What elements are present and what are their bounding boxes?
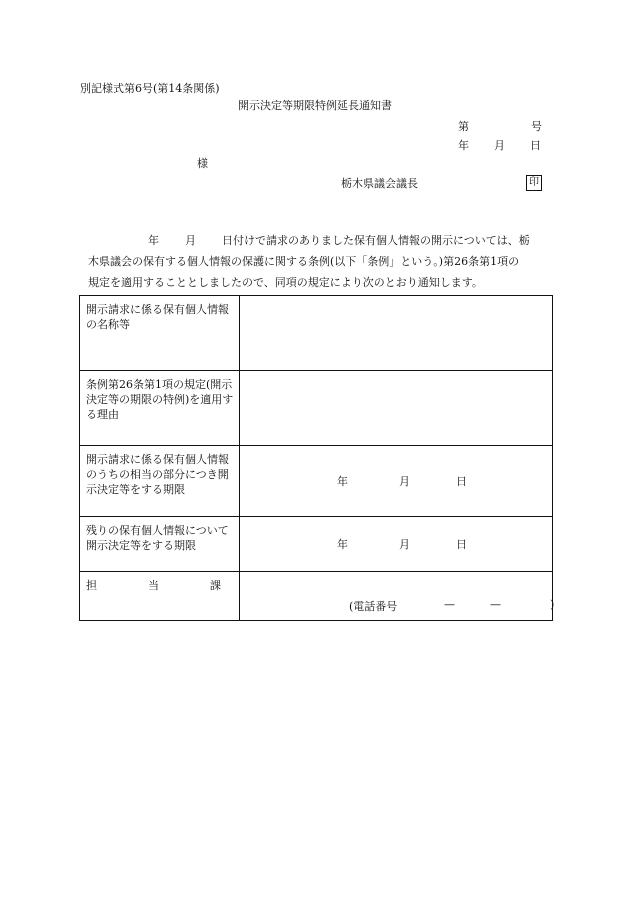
partial-deadline-day: 日 xyxy=(456,475,467,488)
table-row xyxy=(80,517,553,572)
remaining-deadline-month: 月 xyxy=(399,538,410,551)
issue-date-year: 年 xyxy=(458,139,469,152)
table-row xyxy=(80,296,553,371)
body-line-1 xyxy=(88,230,553,251)
body-line-1-text: 日付けで請求のありました保有個人情報の開示については、栃 xyxy=(222,234,530,247)
phone-close: ) xyxy=(550,598,555,611)
department-char-1: 担 xyxy=(86,579,97,592)
department-char-3: 課 xyxy=(210,579,221,592)
body-line-3: 規定を適用することとしましたので、同項の規定により次のとおり通知します。 xyxy=(88,276,483,289)
notice-details-table xyxy=(79,295,553,621)
row-label-info-name: 開示請求に係る保有個人情報の名称等 xyxy=(80,296,240,371)
remaining-deadline-year: 年 xyxy=(337,538,348,551)
body-month: 月 xyxy=(185,234,196,247)
table-row xyxy=(80,446,553,517)
body-line-2: 木県議会の保有する個人情報の保護に関する条例(以下「条例」という。)第26条第1項の xyxy=(88,255,520,268)
form-number-label: 別記様式第6号(第14条関係) xyxy=(80,82,220,95)
department-char-2: 当 xyxy=(148,579,159,592)
partial-deadline-month: 月 xyxy=(399,475,410,488)
table-row xyxy=(80,371,553,446)
body-year: 年 xyxy=(148,234,159,247)
value-partial-deadline xyxy=(240,446,553,517)
document-number-prefix: 第 xyxy=(458,120,469,133)
value-remaining-deadline xyxy=(240,517,553,572)
phone-dash-1: — xyxy=(444,598,455,611)
issue-date-day: 日 xyxy=(530,139,541,152)
row-label-remaining-deadline: 残りの保有個人情報について開示決定等をする期限 xyxy=(80,517,240,572)
document-title: 開示決定等期限特例延長通知書 xyxy=(238,99,392,112)
document-number-suffix: 号 xyxy=(531,120,542,133)
seal-stamp: 印 xyxy=(526,175,542,191)
addressee-honorific: 様 xyxy=(197,157,208,170)
remaining-deadline-day: 日 xyxy=(456,538,467,551)
partial-deadline-year: 年 xyxy=(337,475,348,488)
phone-label: (電話番号 xyxy=(349,600,398,613)
table-row xyxy=(80,572,553,621)
row-label-department xyxy=(80,572,240,621)
value-department xyxy=(240,572,553,621)
row-label-reason: 条例第26条第1項の規定(開示決定等の期限の特例)を適用する理由 xyxy=(80,371,240,446)
row-label-partial-deadline: 開示請求に係る保有個人情報のうちの相当の部分につき開示決定等をする期限 xyxy=(80,446,240,517)
issue-date-month: 月 xyxy=(494,139,505,152)
value-reason xyxy=(240,371,553,446)
sender-name: 栃木県議会議長 xyxy=(341,177,418,190)
notice-body xyxy=(88,230,553,293)
value-info-name xyxy=(240,296,553,371)
phone-dash-2: — xyxy=(490,598,501,611)
